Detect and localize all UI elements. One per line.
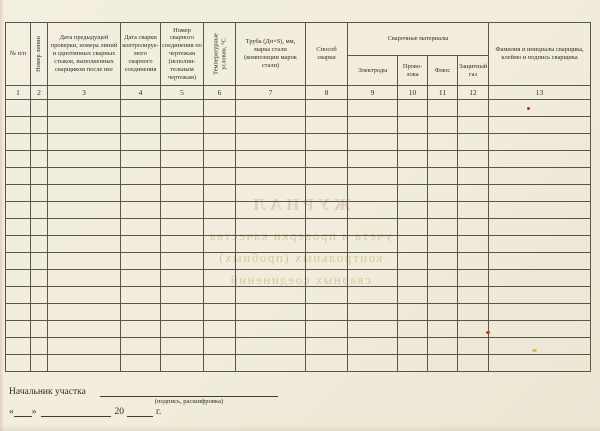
empty-log-row [6, 151, 591, 168]
empty-cell [121, 355, 161, 372]
empty-cell [348, 355, 398, 372]
empty-cell [306, 270, 348, 287]
empty-cell [428, 168, 458, 185]
empty-cell [121, 202, 161, 219]
empty-log-row [6, 100, 591, 117]
empty-cell [204, 134, 236, 151]
empty-cell [489, 355, 591, 372]
empty-cell [161, 134, 204, 151]
empty-cell [161, 202, 204, 219]
empty-cell [348, 338, 398, 355]
empty-cell [31, 202, 48, 219]
empty-cell [161, 151, 204, 168]
watermark-line-3: сварных соединений [229, 272, 371, 287]
empty-cell [204, 151, 236, 168]
empty-cell [428, 117, 458, 134]
empty-cell [161, 168, 204, 185]
empty-log-row [6, 236, 591, 253]
empty-cell [398, 185, 428, 202]
col-header-pipe-spec: Труба (Дн×S), мм, марка стали (композиции марок стали) [236, 23, 306, 86]
empty-cell [236, 134, 306, 151]
year-prefix: 20 [114, 407, 124, 417]
empty-cell [458, 270, 489, 287]
empty-log-row [6, 321, 591, 338]
empty-cell [398, 202, 428, 219]
empty-cell [306, 236, 348, 253]
empty-cell [428, 287, 458, 304]
empty-cell [31, 168, 48, 185]
empty-cell [458, 117, 489, 134]
column-number-10: 10 [398, 86, 428, 100]
empty-log-row [6, 338, 591, 355]
empty-cell [204, 355, 236, 372]
empty-cell [398, 253, 428, 270]
empty-cell [204, 236, 236, 253]
empty-cell [306, 168, 348, 185]
empty-cell [204, 338, 236, 355]
empty-log-row [6, 168, 591, 185]
empty-cell [204, 168, 236, 185]
empty-cell [489, 117, 591, 134]
empty-cell [6, 304, 31, 321]
empty-cell [6, 219, 31, 236]
open-quote: « [9, 407, 14, 417]
paper-speck [527, 107, 530, 110]
empty-cell [48, 304, 121, 321]
empty-cell [489, 287, 591, 304]
empty-cell [348, 287, 398, 304]
watermark-title: ЖУРНАЛ [249, 195, 351, 214]
empty-cell [6, 355, 31, 372]
temperature-vertical-label: Температурные условия, °С [211, 33, 227, 75]
empty-cell [398, 287, 428, 304]
signature-caption: (подпись, расшифровка) [154, 398, 224, 405]
col-header-line-number [31, 23, 48, 86]
paper-speck [486, 331, 490, 334]
empty-cell [204, 100, 236, 117]
empty-cell [204, 287, 236, 304]
column-number-1: 1 [6, 86, 31, 100]
empty-cell [31, 219, 48, 236]
empty-cell [204, 202, 236, 219]
empty-cell [31, 270, 48, 287]
empty-cell [458, 151, 489, 168]
empty-cell [6, 236, 31, 253]
col-header-wire: Проволока [398, 56, 428, 86]
empty-cell [31, 100, 48, 117]
empty-cell [48, 134, 121, 151]
column-number-7: 7 [236, 86, 306, 100]
empty-cell [306, 117, 348, 134]
empty-cell [204, 270, 236, 287]
empty-cell [428, 202, 458, 219]
empty-cell [236, 304, 306, 321]
empty-cell [489, 134, 591, 151]
empty-cell [48, 338, 121, 355]
empty-cell [306, 321, 348, 338]
empty-cell [6, 338, 31, 355]
empty-cell [121, 270, 161, 287]
empty-cell [398, 151, 428, 168]
empty-cell [458, 338, 489, 355]
empty-cell [6, 168, 31, 185]
empty-cell [348, 168, 398, 185]
empty-cell [6, 117, 31, 134]
empty-cell [458, 219, 489, 236]
column-number-2: 2 [31, 86, 48, 100]
empty-cell [236, 253, 306, 270]
empty-log-row [6, 304, 591, 321]
col-header-welding-method: Способ сварки [306, 23, 348, 86]
empty-cell [489, 168, 591, 185]
empty-cell [48, 355, 121, 372]
empty-cell [48, 219, 121, 236]
empty-cell [306, 202, 348, 219]
empty-cell [489, 304, 591, 321]
empty-cell [6, 185, 31, 202]
empty-cell [306, 100, 348, 117]
empty-cell [458, 134, 489, 151]
empty-log-row [6, 219, 591, 236]
column-number-3: 3 [48, 86, 121, 100]
empty-cell [48, 202, 121, 219]
empty-cell [31, 151, 48, 168]
empty-cell [489, 321, 591, 338]
empty-cell [306, 355, 348, 372]
empty-cell [31, 355, 48, 372]
empty-cell [458, 100, 489, 117]
empty-cell [161, 117, 204, 134]
empty-cell [161, 321, 204, 338]
paper-edge-shade-left [0, 0, 4, 431]
day-blank [14, 406, 32, 417]
close-quote: » [31, 407, 37, 417]
empty-cell [398, 321, 428, 338]
empty-cell [398, 236, 428, 253]
column-number-6: 6 [204, 86, 236, 100]
empty-cell [161, 270, 204, 287]
column-number-9: 9 [348, 86, 398, 100]
empty-cell [306, 134, 348, 151]
empty-cell [398, 219, 428, 236]
empty-cell [428, 219, 458, 236]
empty-cell [48, 100, 121, 117]
empty-cell [236, 355, 306, 372]
empty-cell [161, 253, 204, 270]
empty-cell [348, 117, 398, 134]
empty-cell [398, 355, 428, 372]
empty-cell [48, 236, 121, 253]
empty-cell [398, 304, 428, 321]
empty-log-row [6, 185, 591, 202]
empty-cell [348, 134, 398, 151]
empty-cell [48, 168, 121, 185]
empty-cell [236, 287, 306, 304]
empty-cell [204, 321, 236, 338]
year-suffix: г. [156, 407, 162, 417]
empty-log-row [6, 253, 591, 270]
empty-cell [236, 168, 306, 185]
empty-cell [306, 151, 348, 168]
empty-cell [306, 253, 348, 270]
empty-cell [489, 270, 591, 287]
section-chief-label: Начальник участка [9, 387, 86, 397]
empty-cell [348, 270, 398, 287]
empty-cell [48, 321, 121, 338]
empty-cell [31, 117, 48, 134]
empty-cell [121, 253, 161, 270]
empty-cell [204, 304, 236, 321]
empty-cell [161, 185, 204, 202]
empty-cell [236, 151, 306, 168]
empty-log-row [6, 270, 591, 287]
column-number-5: 5 [161, 86, 204, 100]
column-number-4: 4 [121, 86, 161, 100]
empty-cell [121, 134, 161, 151]
empty-cell [121, 236, 161, 253]
empty-cell [398, 134, 428, 151]
empty-cell [398, 100, 428, 117]
empty-cell [458, 355, 489, 372]
col-header-welding-date: Дата сварки контролируемого сварного соединения [121, 23, 161, 86]
empty-cell [161, 338, 204, 355]
empty-cell [204, 117, 236, 134]
column-number-8: 8 [306, 86, 348, 100]
empty-cell [31, 304, 48, 321]
empty-cell [161, 219, 204, 236]
empty-cell [6, 321, 31, 338]
empty-cell [398, 168, 428, 185]
empty-cell [6, 270, 31, 287]
empty-cell [48, 151, 121, 168]
empty-cell [6, 287, 31, 304]
empty-cell [428, 321, 458, 338]
empty-cell [489, 100, 591, 117]
empty-cell [348, 185, 398, 202]
paper-speck [532, 349, 537, 352]
col-header-temperature-conditions [204, 23, 236, 86]
column-number-13: 13 [489, 86, 591, 100]
empty-cell [489, 151, 591, 168]
empty-cell [121, 321, 161, 338]
empty-cell [236, 202, 306, 219]
empty-cell [121, 168, 161, 185]
welding-control-log-table [5, 22, 591, 372]
empty-cell [31, 338, 48, 355]
empty-cell [6, 253, 31, 270]
empty-cell [489, 338, 591, 355]
date-line [9, 406, 161, 417]
empty-cell [121, 151, 161, 168]
empty-cell [458, 304, 489, 321]
empty-cell [428, 134, 458, 151]
empty-cell [348, 202, 398, 219]
col-group-header-welding-materials: Сварочные материалы [348, 23, 489, 56]
empty-cell [6, 202, 31, 219]
empty-cell [236, 219, 306, 236]
empty-cell [31, 287, 48, 304]
empty-cell [121, 117, 161, 134]
empty-cell [31, 321, 48, 338]
signature-line [100, 386, 278, 397]
empty-cell [161, 355, 204, 372]
empty-cell [236, 236, 306, 253]
empty-cell [348, 304, 398, 321]
col-header-joint-number: Номер сварного соединения по чертежам (исполнительным чертежам) [161, 23, 204, 86]
empty-cell [236, 100, 306, 117]
empty-cell [348, 236, 398, 253]
empty-cell [204, 219, 236, 236]
empty-cell [31, 253, 48, 270]
empty-cell [428, 270, 458, 287]
empty-cell [48, 253, 121, 270]
col-header-previous-check-date: Дата предыдущей проверки, номера линий и однотипных сварных стыков, выполненных сварщиком после нее [48, 23, 121, 86]
empty-cell [121, 287, 161, 304]
empty-cell [161, 304, 204, 321]
empty-log-row [6, 134, 591, 151]
empty-log-row [6, 117, 591, 134]
col-header-shielding-gas: Защитный газ [458, 56, 489, 86]
empty-log-row [6, 355, 591, 372]
empty-cell [428, 100, 458, 117]
empty-cell [161, 100, 204, 117]
empty-cell [458, 202, 489, 219]
empty-cell [489, 253, 591, 270]
empty-cell [6, 151, 31, 168]
empty-cell [398, 270, 428, 287]
empty-cell [458, 168, 489, 185]
empty-cell [428, 151, 458, 168]
empty-cell [306, 287, 348, 304]
month-blank [41, 406, 111, 417]
empty-cell [48, 270, 121, 287]
empty-cell [458, 236, 489, 253]
empty-cell [121, 338, 161, 355]
empty-log-row [6, 202, 591, 219]
col-header-flux: Флюс [428, 56, 458, 86]
empty-cell [348, 219, 398, 236]
empty-cell [489, 185, 591, 202]
empty-cell [161, 287, 204, 304]
year-blank [127, 406, 153, 417]
empty-cell [121, 185, 161, 202]
line-number-vertical-label: Номер линии [35, 36, 43, 72]
empty-cell [348, 253, 398, 270]
col-header-electrodes: Электроды [348, 56, 398, 86]
watermark-line-2: контрольных (пробных) [217, 250, 383, 265]
empty-cell [236, 338, 306, 355]
empty-cell [398, 117, 428, 134]
column-number-row [6, 86, 591, 100]
empty-cell [428, 355, 458, 372]
empty-cell [48, 117, 121, 134]
empty-cell [458, 185, 489, 202]
empty-cell [31, 134, 48, 151]
empty-cell [31, 236, 48, 253]
empty-cell [348, 151, 398, 168]
empty-cell [121, 100, 161, 117]
col-header-welder-name: Фамилия и инициалы сварщика, клеймо и подпись сварщика [489, 23, 591, 86]
empty-cell [306, 185, 348, 202]
empty-cell [428, 236, 458, 253]
empty-cell [6, 134, 31, 151]
empty-cell [306, 338, 348, 355]
empty-cell [489, 219, 591, 236]
empty-cell [458, 321, 489, 338]
empty-cell [48, 287, 121, 304]
empty-cell [161, 236, 204, 253]
empty-cell [48, 185, 121, 202]
empty-cell [306, 219, 348, 236]
empty-log-row [6, 287, 591, 304]
empty-cell [306, 304, 348, 321]
paper-edge-shade-bottom [0, 425, 600, 431]
empty-cell [458, 287, 489, 304]
empty-cell [236, 117, 306, 134]
empty-cell [236, 321, 306, 338]
empty-cell [428, 185, 458, 202]
empty-cell [348, 321, 398, 338]
empty-cell [428, 253, 458, 270]
empty-cell [121, 304, 161, 321]
empty-cell [458, 253, 489, 270]
empty-cell [428, 338, 458, 355]
empty-cell [6, 100, 31, 117]
empty-cell [489, 236, 591, 253]
empty-cell [236, 185, 306, 202]
empty-cell [428, 304, 458, 321]
empty-cell [348, 100, 398, 117]
column-number-12: 12 [458, 86, 489, 100]
empty-cell [398, 338, 428, 355]
empty-cell [121, 219, 161, 236]
empty-cell [204, 253, 236, 270]
empty-cell [31, 185, 48, 202]
watermark-line-1: учета и проверки качества [208, 228, 392, 243]
column-number-11: 11 [428, 86, 458, 100]
col-header-serial-number: № п/п [6, 23, 31, 86]
empty-cell [489, 202, 591, 219]
empty-cell [236, 270, 306, 287]
empty-cell [204, 185, 236, 202]
